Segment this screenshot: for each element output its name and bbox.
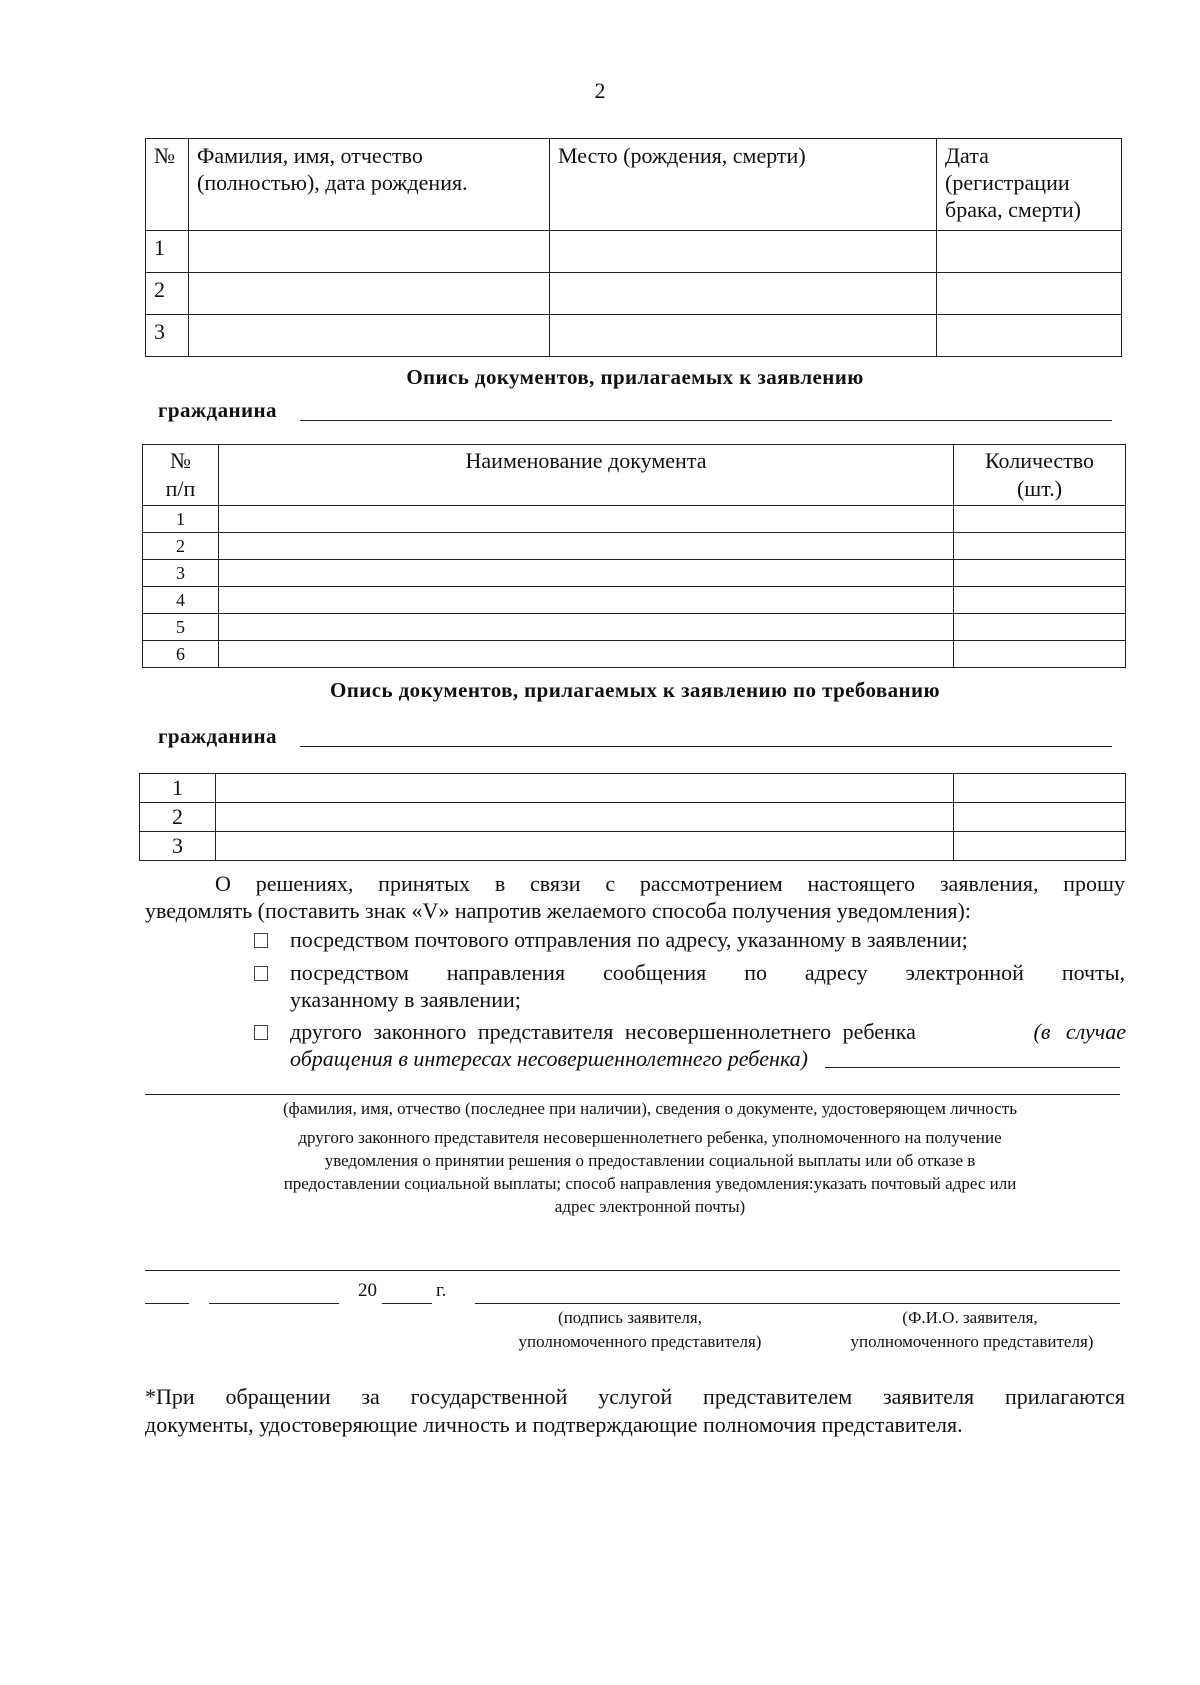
option3-label-line2: обращения в интересах несовершеннолетнего ребенка) xyxy=(290,1046,809,1071)
fio-cell[interactable] xyxy=(189,231,550,273)
option3-text: другого законного представителя несовершеннолетнего ребенка xyxy=(290,1019,916,1044)
row-number: 6 xyxy=(143,641,219,668)
table-row xyxy=(143,560,1126,587)
col-fio-header xyxy=(189,139,550,231)
qty-cell[interactable] xyxy=(954,587,1126,614)
col-doc-name-header: Наименование документа xyxy=(219,445,954,506)
date-cell[interactable] xyxy=(937,315,1122,357)
fio-label-line2: уполномоченного представителя) xyxy=(850,1332,1094,1351)
qty-cell[interactable] xyxy=(954,533,1126,560)
notification-intro-line2: уведомлять (поставить знак «V» напротив желаемого способа получения уведомления): xyxy=(145,898,971,923)
option3-italic-text: (в случае xyxy=(1033,1019,1126,1044)
date-cell[interactable] xyxy=(937,231,1122,273)
col-number-header xyxy=(143,445,219,506)
section2-title: Опись документов, прилагаемых к заявлению по требованию xyxy=(330,678,940,702)
caption-line4: предоставлении социальной выплаты; способ направления уведомления:указать почтовый адрес или xyxy=(283,1174,1017,1193)
day-blank[interactable] xyxy=(145,1303,189,1304)
signature-top-line xyxy=(145,1270,1120,1271)
table-row xyxy=(146,315,1122,357)
caption-line1: (фамилия, имя, отчество (последнее при наличии), сведения о документе, удостоверяющем личность xyxy=(283,1099,1017,1118)
signature-label-line2: уполномоченного представителя) xyxy=(518,1332,762,1351)
footnote-line2: документы, удостоверяющие личность и подтверждающие полномочия представителя. xyxy=(145,1412,963,1437)
table-row xyxy=(143,506,1126,533)
option3-checkbox[interactable] xyxy=(254,1025,268,1045)
section1-citizen-label: гражданина xyxy=(158,398,277,422)
table-row xyxy=(146,231,1122,273)
row-number: 1 xyxy=(140,774,216,803)
table-row xyxy=(143,587,1126,614)
doc-name-cell[interactable] xyxy=(216,774,954,803)
table-row xyxy=(143,614,1126,641)
place-cell[interactable] xyxy=(550,273,937,315)
signature-line[interactable] xyxy=(475,1303,1120,1304)
row-number: 2 xyxy=(143,533,219,560)
header-line: Дата xyxy=(945,143,989,168)
col-date-header xyxy=(937,139,1122,231)
requested-documents-table xyxy=(139,773,1126,861)
doc-name-cell[interactable] xyxy=(216,803,954,832)
header-line: (шт.) xyxy=(1016,476,1063,501)
header-line: Фамилия, имя, отчество xyxy=(197,143,423,168)
option3-label-line1 xyxy=(290,1018,1126,1045)
representative-full-line[interactable] xyxy=(145,1094,1120,1095)
row-number: 3 xyxy=(143,560,219,587)
caption-line2: другого законного представителя несовершеннолетнего ребенка, уполномоченного на получение xyxy=(298,1128,1002,1147)
option1-label: посредством почтового отправления по адресу, указанному в заявлении; xyxy=(290,927,968,952)
table-header-row xyxy=(143,445,1126,506)
checkbox-icon[interactable] xyxy=(254,966,268,981)
table-row xyxy=(143,533,1126,560)
place-cell[interactable] xyxy=(550,315,937,357)
qty-cell[interactable] xyxy=(954,560,1126,587)
table-row xyxy=(140,803,1126,832)
caption-line5: адрес электронной почты) xyxy=(554,1197,746,1216)
row-number: 4 xyxy=(143,587,219,614)
section2-citizen-label: гражданина xyxy=(158,724,277,748)
year-suffix: г. xyxy=(436,1280,447,1301)
row-number: 1 xyxy=(146,231,189,273)
citizen-name-line[interactable] xyxy=(300,746,1112,747)
qty-cell[interactable] xyxy=(954,614,1126,641)
checkbox-icon[interactable] xyxy=(254,933,268,948)
header-line: (регистрации xyxy=(945,170,1070,195)
col-qty-header xyxy=(954,445,1126,506)
qty-cell[interactable] xyxy=(954,832,1126,861)
table-row xyxy=(143,641,1126,668)
doc-name-cell[interactable] xyxy=(219,641,954,668)
caption-line3: уведомления о принятии решения о предоставлении социальной выплаты или об отказе в xyxy=(324,1151,976,1170)
option2-label-line2: указанному в заявлении; xyxy=(290,987,521,1012)
qty-cell[interactable] xyxy=(954,641,1126,668)
doc-name-cell[interactable] xyxy=(219,587,954,614)
table-row xyxy=(140,774,1126,803)
month-blank[interactable] xyxy=(209,1303,339,1304)
option1-checkbox[interactable] xyxy=(254,933,268,953)
footnote-line1: *При обращении за государственной услугой представителем заявителя прилагаются xyxy=(145,1384,1125,1409)
table-row xyxy=(140,832,1126,861)
row-number: 2 xyxy=(146,273,189,315)
qty-cell[interactable] xyxy=(954,506,1126,533)
checkbox-icon[interactable] xyxy=(254,1025,268,1040)
place-cell[interactable] xyxy=(550,231,937,273)
notification-intro-line1: О решениях, принятых в связи с рассмотрением настоящего заявления, прошу xyxy=(215,871,1125,896)
year-prefix: 20 xyxy=(358,1280,377,1301)
documents-table xyxy=(142,444,1126,668)
row-number: 3 xyxy=(146,315,189,357)
signature-label-line1: (подпись заявителя, xyxy=(558,1308,702,1327)
family-table xyxy=(145,138,1122,357)
fio-cell[interactable] xyxy=(189,273,550,315)
doc-name-cell[interactable] xyxy=(219,614,954,641)
qty-cell[interactable] xyxy=(954,803,1126,832)
year-blank[interactable] xyxy=(382,1303,432,1304)
citizen-name-line[interactable] xyxy=(300,420,1112,421)
fio-label-line1: (Ф.И.О. заявителя, xyxy=(902,1308,1038,1327)
date-cell[interactable] xyxy=(937,273,1122,315)
doc-name-cell[interactable] xyxy=(219,560,954,587)
representative-line[interactable] xyxy=(825,1067,1120,1068)
section1-title: Опись документов, прилагаемых к заявлению xyxy=(406,365,864,389)
row-number: 5 xyxy=(143,614,219,641)
row-number: 1 xyxy=(143,506,219,533)
header-line: (полностью), дата рождения. xyxy=(197,170,468,195)
qty-cell[interactable] xyxy=(954,774,1126,803)
doc-name-cell[interactable] xyxy=(219,533,954,560)
doc-name-cell[interactable] xyxy=(216,832,954,861)
header-line: Количество xyxy=(984,448,1095,473)
option2-checkbox[interactable] xyxy=(254,966,268,986)
header-line: № xyxy=(170,448,191,473)
header-line: п/п xyxy=(165,476,196,501)
row-number: 2 xyxy=(140,803,216,832)
table-row xyxy=(146,273,1122,315)
col-place-header: Место (рождения, смерти) xyxy=(550,139,937,231)
page-number: 2 xyxy=(594,78,606,103)
row-number: 3 xyxy=(140,832,216,861)
header-line: брака, смерти) xyxy=(945,197,1081,222)
fio-cell[interactable] xyxy=(189,315,550,357)
col-number-header: № xyxy=(146,139,189,231)
doc-name-cell[interactable] xyxy=(219,506,954,533)
table-header-row xyxy=(146,139,1122,231)
option2-label-line1: посредством направления сообщения по адресу электронной почты, xyxy=(290,960,1125,985)
